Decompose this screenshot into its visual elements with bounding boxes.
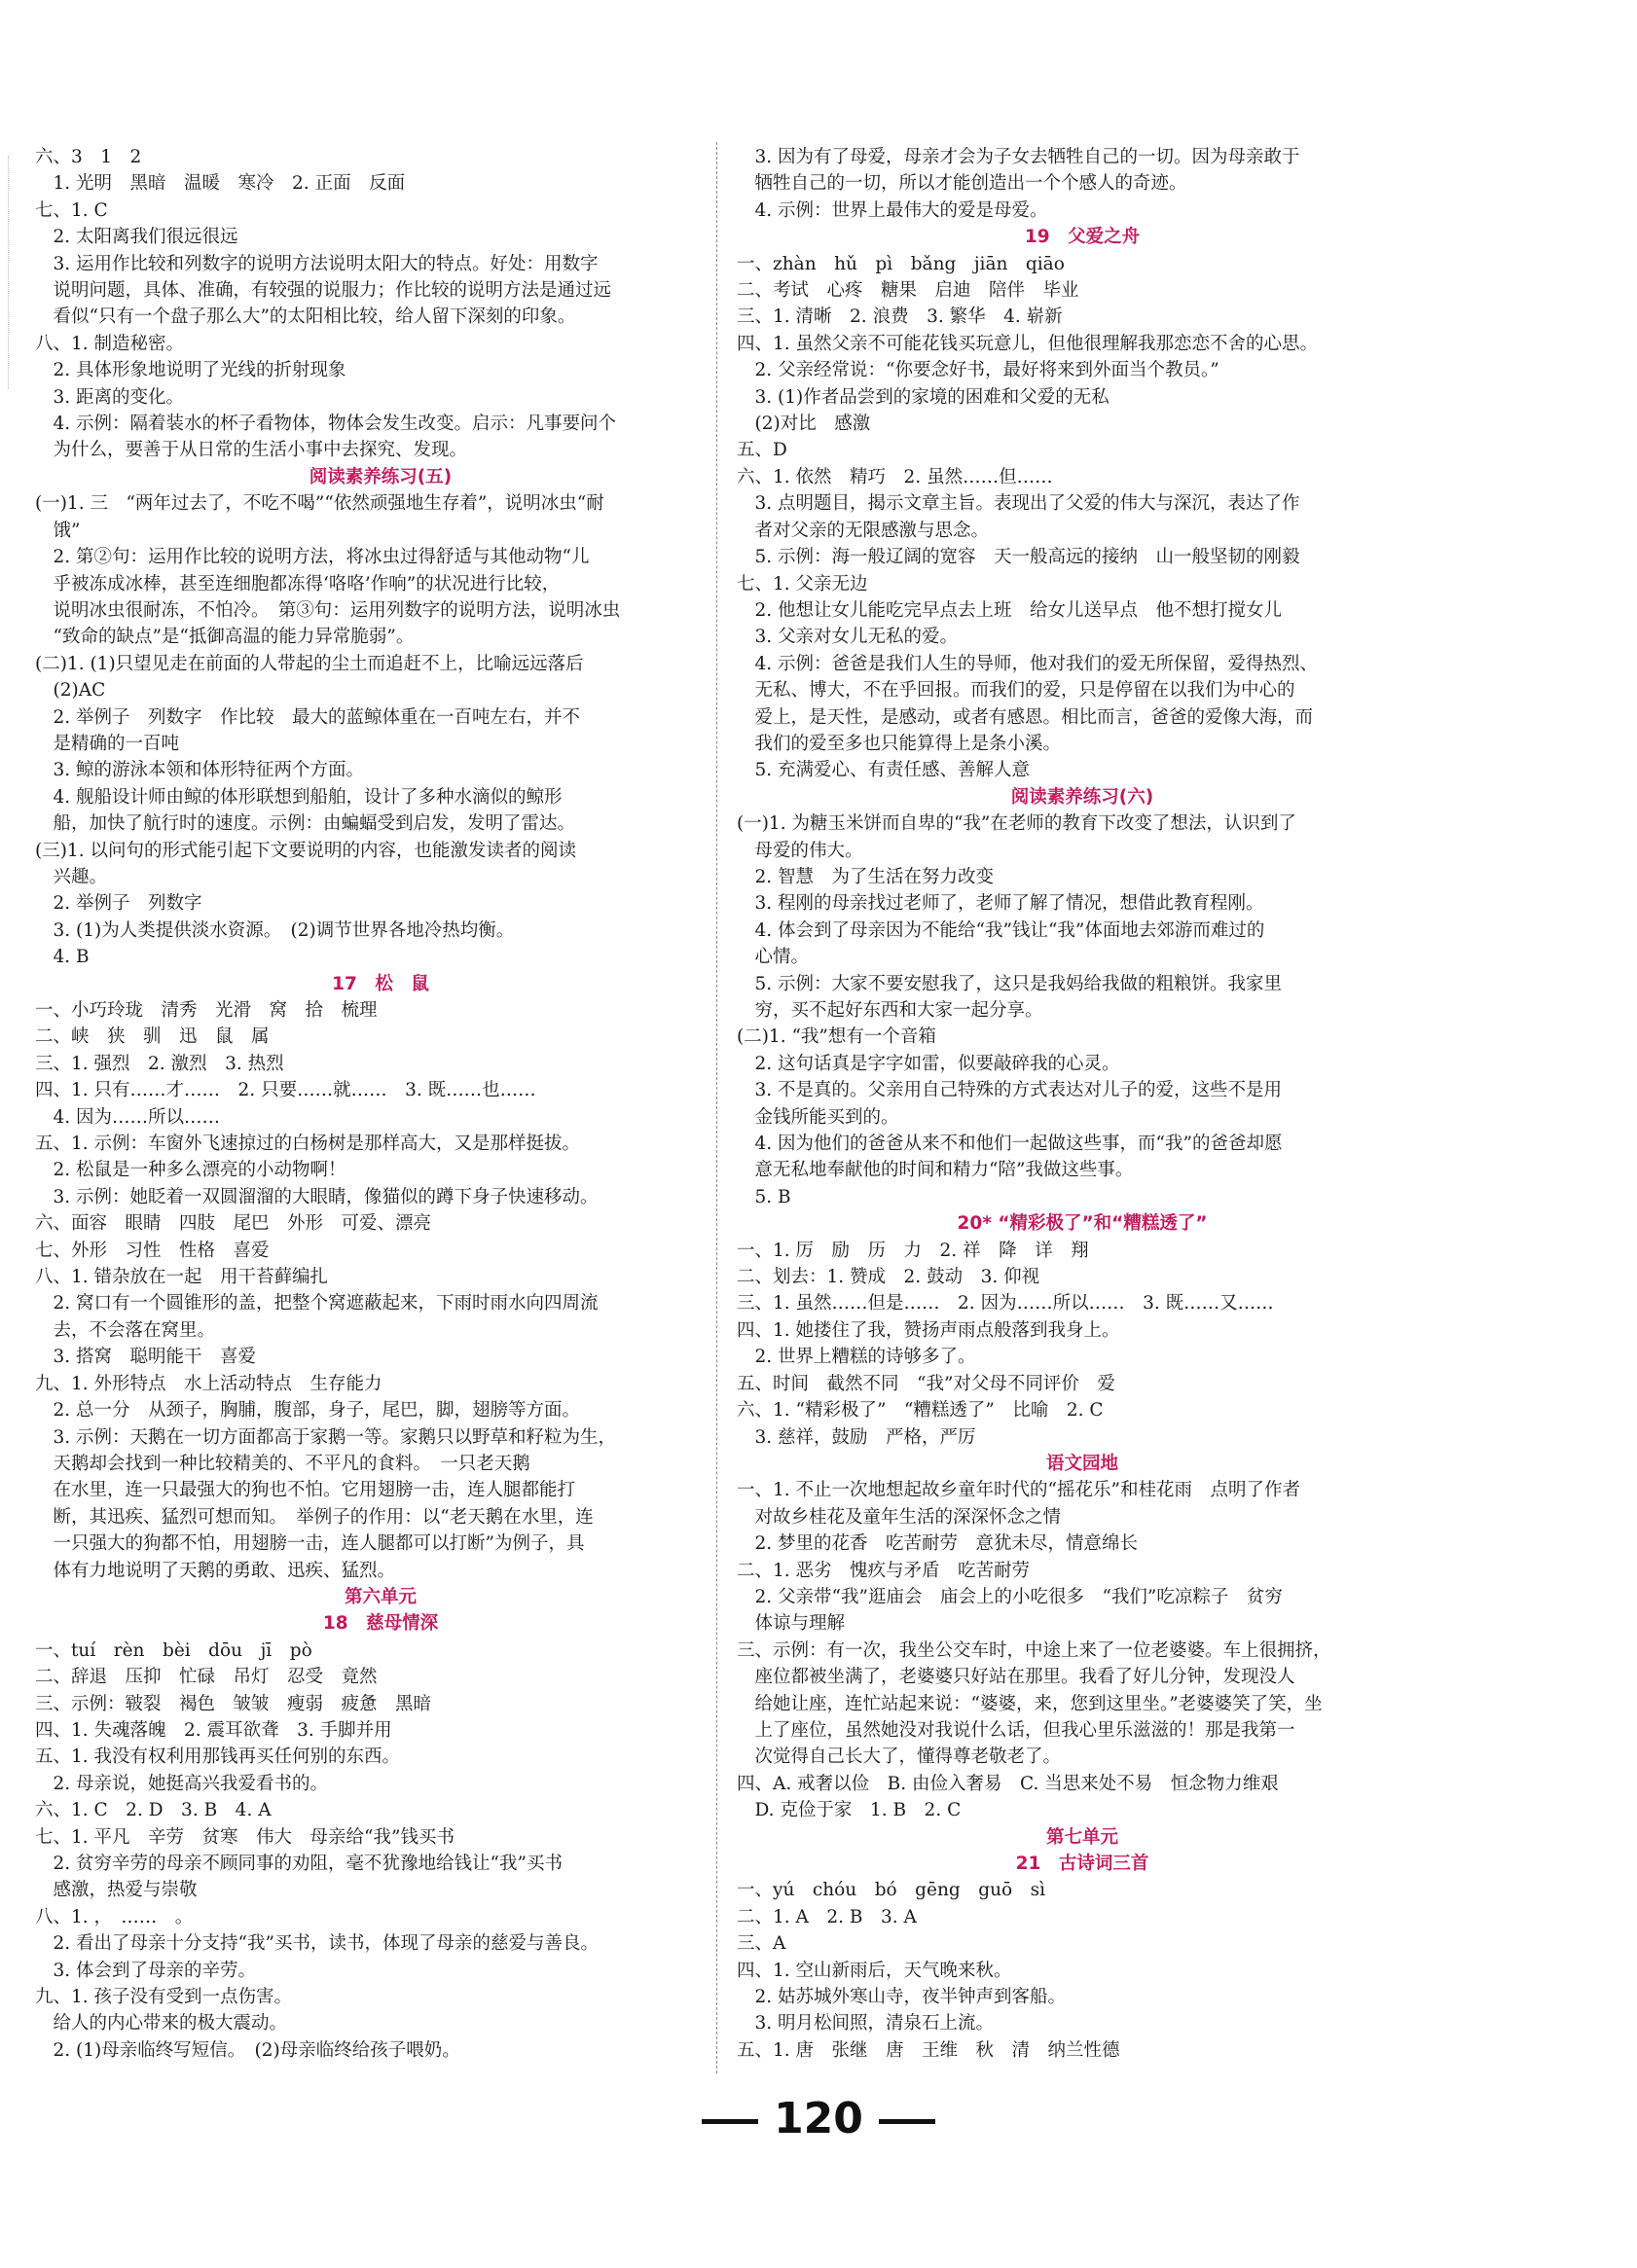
answer-line: 心情。 [737,947,810,968]
answer-line: “致命的缺点”是“抵御高温的能力异常脆弱”。 [35,627,415,648]
answer-line: (一)1. 为糖玉米饼而自卑的“我”在老师的教育下改变了想法，认识到了 [737,813,1296,835]
answer-line: 2. 具体形象地说明了光线的折射现象 [35,360,346,381]
answer-line: 2. 贫穷辛劳的母亲不顾同事的劝阻，毫不犹豫地给钱让“我”买书 [35,1854,563,1874]
answer-line: 九、1. 外形特点 水上活动特点 生存能力 [35,1373,382,1394]
answer-line: 2. 第②句：运用作比较的说明方法，将冰虫过得舒适与其他动物“儿 [35,547,590,568]
answer-line: 兴趣。 [35,866,108,887]
answer-line: (2)AC [35,680,106,702]
answer-line: 3. 父亲对女儿无私的爱。 [737,627,959,648]
answer-line: 三、A [737,1933,786,1955]
answer-column-right [737,144,1428,2070]
answer-line: 二、划去：1. 赞成 2. 鼓动 3. 仰视 [737,1267,1040,1288]
page-number [0,2094,1637,2143]
answer-line: 3. 因为有了母爱，母亲才会为子女去牺牲自己的一切。因为母亲敢于 [737,147,1300,167]
answer-line: 三、示例：皲裂 褐色 皱皱 瘦弱 疲惫 黑暗 [35,1693,432,1714]
answer-line: 体谅与理解 [737,1613,846,1635]
answer-line: (三)1. 以问句的形式能引起下文要说明的内容，也能激发读者的阅读 [35,840,576,861]
answer-line: 3. (1)作者品尝到的家境的困难和父爱的无私 [737,386,1110,408]
answer-line: 断，其迅疾、猛烈可想而知。 举例子的作用：以“老天鹅在水里，连 [35,1506,594,1528]
answer-line: 乎被冻成冰棒，甚至连细胞都冻得‘咯咯’作响”的状况进行比较， [35,573,561,594]
answer-line: 我们的爱至多也只能算得上是条小溪。 [737,733,1062,754]
answer-line: 六、面容 眼睛 四肢 尾巴 外形 可爱、漂亮 [35,1213,432,1235]
answer-line: 2. 举例子 列数字 作比较 最大的蓝鲸体重在一百吨左右，并不 [35,706,581,728]
answer-line: 七、1. 父亲无边 [737,573,868,594]
answer-line: 2. 姑苏城外寒山寺，夜半钟声到客船。 [737,1987,1067,2008]
answer-line: 六、1. “精彩极了” “糟糕透了” 比喻 2. C [737,1400,1104,1422]
answer-line: 意无私地奉献他的时间和精力“陪”我做这些事。 [737,1160,1134,1181]
answer-line: 5. 示例：大家不要安慰我了，这只是我妈给我做的粗粮饼。我家里 [737,973,1283,994]
answer-line: 一只强大的狗都不怕，用翅膀一击，连人腿都可以打断”为例子，具 [35,1533,585,1555]
answer-line: 2. 总一分 从颈子，胸脯，腹部，身子，尾巴，脚，翅膀等方面。 [35,1400,581,1422]
answer-line: 母爱的伟大。 [737,840,863,861]
answer-line: (二)1. “我”想有一个音箱 [737,1026,936,1048]
answer-line: 七、外形 习性 性格 喜爱 [35,1240,270,1261]
answer-line: 3. 运用作比较和列数字的说明方法说明太阳大的特点。好处：用数字 [35,253,599,274]
section-heading: 21 古诗词三首 [1015,1854,1149,1874]
answer-line: 3. 搭窝 聪明能干 喜爱 [35,1347,257,1368]
answer-line: 说明冰虫很耐冻，不怕冷。 第③句：运用列数字的说明方法，说明冰虫 [35,599,621,621]
answer-line: 3. 不是真的。父亲用自己特殊的方式表达对儿子的爱，这些不是用 [737,1080,1283,1101]
answer-line: D. 克俭于家 1. B 2. C [737,1800,962,1821]
answer-line: 二、考试 心疼 糖果 启迪 陪伴 毕业 [737,280,1079,302]
answer-line: 一、zhàn hǔ pì bǎng jiān qiāo [737,253,1065,274]
answer-line: 六、1. 依然 精巧 2. 虽然……但…… [737,466,1053,487]
answer-line: 1. 光明 黑暗 温暖 寒冷 2. 正面 反面 [35,173,406,195]
answer-line: 去，不会落在窝里。 [35,1319,216,1341]
answer-line: 二、峡 狭 驯 迅 鼠 属 [35,1026,270,1048]
answer-line: 3. (1)为人类提供淡水资源。 (2)调节世界各地冷热均衡。 [35,919,515,941]
page-number-dash-left [702,2119,758,2124]
answer-line: 四、A. 戒奢以俭 B. 由俭入奢易 C. 当思来处不易 恒念物力维艰 [737,1773,1279,1794]
answer-line: 2. 他想让女儿能吃完早点去上班 给女儿送早点 他不想打搅女儿 [737,599,1283,621]
answer-line: 5. 充满爱心、有责任感、善解人意 [737,760,1031,781]
answer-line: 4. 因为他们的爸爸从来不和他们一起做这些事，而“我”的爸爸却愿 [737,1134,1283,1155]
answer-line: 三、1. 虽然……但是…… 2. 因为……所以…… 3. 既……又…… [737,1293,1274,1314]
answer-line: 2. (1)母亲临终写短信。 (2)母亲临终给孩子喂奶。 [35,2039,460,2061]
answer-line: 八、1. 错杂放在一起 用干苔藓编扎 [35,1267,329,1288]
answer-line: 八、1. 制造秘密。 [35,333,185,354]
answer-line: 2. 太阳离我们很远很远 [35,227,238,248]
answer-line: 六、1. C 2. D 3. B 4. A [35,1800,272,1821]
answer-line: 无私、博大，不在乎回报。而我们的爱，只是停留在以我们为中心的 [737,680,1295,702]
answer-line: 八、1. ， …… 。 [35,1906,194,1927]
answer-line: 五、1. 示例：车窗外飞速掠过的白杨树是那样高大，又是那样挺拔。 [35,1134,581,1155]
answer-line: 体有力地说明了天鹅的勇敢、迅疾、猛烈。 [35,1560,396,1581]
answer-line: 5. B [737,1186,791,1207]
section-heading: 语文园地 [1045,1453,1118,1474]
answer-line: 2. 母亲说，她挺高兴我爱看书的。 [35,1773,329,1794]
answer-line: 2. 松鼠是一种多么漂亮的小动物啊！ [35,1160,346,1181]
binding-margin [8,156,13,389]
answer-line: 4. 舰船设计师由鲸的体形联想到船舶，设计了多种水滴似的鲸形 [35,786,563,808]
answer-line: 爱上，是天性，是感动，或者有感恩。相比而言，爸爸的爱像大海，而 [737,706,1314,728]
answer-line: 五、1. 我没有权利用那钱再买任何别的东西。 [35,1746,401,1768]
page-number-text: 120 [774,2094,863,2143]
section-heading: 阅读素养练习(五) [309,466,453,487]
section-heading: 19 父爱之舟 [1024,227,1141,248]
answer-line: 5. 示例：海一般辽阔的宽容 天一般高远的接纳 山一般坚韧的刚毅 [737,547,1300,568]
answer-line: 九、1. 孩子没有受到一点伤害。 [35,1987,293,2008]
answer-line: 座位都被坐满了，老婆婆只好站在那里。我看了好儿分钟，发现没人 [737,1667,1295,1688]
answer-line: 2. 这句话真是字字如雷，似要敲碎我的心灵。 [737,1053,1120,1074]
answer-line: 4. 示例：世界上最伟大的爱是母爱。 [737,199,1048,221]
answer-column-left [35,144,726,2070]
answer-line: 3. 示例：天鹅在一切方面都高于家鹅一等。家鹅只以野草和籽粒为生， [35,1426,617,1448]
answer-line: 三、1. 清晰 2. 浪费 3. 繁华 4. 崭新 [737,306,1063,328]
answer-line: 看似“只有一个盘子那么大”的太阳相比较，给人留下深刻的印象。 [35,306,576,328]
answer-line: 二、1. A 2. B 3. A [737,1906,917,1927]
answer-line: 船，加快了航行时的速度。示例：由蝙蝠受到启发，发明了雷达。 [35,813,576,835]
section-heading: 17 松 鼠 [332,973,429,994]
answer-line: 感激，热爱与崇敬 [35,1880,198,1901]
answer-line: 牺牲自己的一切，所以才能创造出一个个感人的奇迹。 [737,173,1187,195]
answer-line: 2. 智慧 为了生活在努力改变 [737,866,995,887]
answer-line: 七、1. 平凡 辛劳 贫寒 伟大 母亲给“我”钱买书 [35,1826,455,1848]
answer-line: 2. 窝口有一个圆锥形的盖，把整个窝遮蔽起来，下雨时雨水向四周流 [35,1293,599,1314]
section-heading: 阅读素养练习(六) [1010,786,1154,808]
answer-line: 者对父亲的无限感激与思念。 [737,520,990,541]
answer-line: 六、3 1 2 [35,147,142,167]
answer-line: 一、yú chóu bó gēng guō sì [737,1880,1046,1901]
answer-line: 一、tuí rèn bèi dōu jī pò [35,1639,312,1661]
section-heading: 第七单元 [1045,1826,1118,1848]
answer-line: 3. 鲸的游泳本领和体形特征两个方面。 [35,760,365,781]
answer-line: 对故乡桂花及童年生活的深深怀念之情 [737,1506,1062,1528]
answer-line: 3. 体会到了母亲的辛劳。 [35,1960,257,1981]
answer-line: 四、1. 只有……才…… 2. 只要……就…… 3. 既……也…… [35,1080,536,1101]
answer-line: 四、1. 虽然父亲不可能花钱买玩意儿，但他很理解我那恋恋不舍的心思。 [737,333,1319,354]
answer-line: 五、1. 唐 张继 唐 王维 秋 清 纳兰性德 [737,2039,1120,2061]
answer-line: 七、1. C [35,199,108,221]
section-heading: 18 慈母情深 [322,1613,439,1635]
answer-line: 3. 点明题目，揭示文章主旨。表现出了父爱的伟大与深沉，表达了作 [737,493,1300,515]
answer-line: 在水里，连一只最强大的狗也不怕。它用翅膀一击，连人腿都能打 [35,1480,576,1501]
answer-line: 三、1. 强烈 2. 激烈 3. 热烈 [35,1053,284,1074]
answer-line: 一、小巧玲珑 清秀 光滑 窝 拾 梳理 [35,1000,378,1021]
answer-line: 二、辞退 压抑 忙碌 吊灯 忍受 竟然 [35,1667,378,1688]
answer-line: 金钱所能买到的。 [737,1106,899,1128]
answer-line: 4. 示例：爸爸是我们人生的导师，他对我们的爱无所保留，爱得热烈、 [737,653,1319,674]
answer-line: 3. 程刚的母亲找过老师了，老师了解了情况，想借此教育程刚。 [737,893,1264,915]
answer-line: 3. 示例：她眨着一双圆溜溜的大眼睛，像猫似的蹲下身子快速移动。 [35,1186,599,1207]
answer-line: 给人的内心带来的极大震动。 [35,2013,288,2034]
answer-line: 4. 示例：隔着装水的杯子看物体，物体会发生改变。启示：凡事要问个 [35,414,617,435]
answer-line: 2. 父亲经常说：“你要念好书，最好将来到外面当个教员。” [737,360,1219,381]
answer-line: 2. 世界上糟糕的诗够多了。 [737,1347,976,1368]
answer-line: 为什么，要善于从日常的生活小事中去探究、发现。 [35,440,468,461]
answer-line: 说明问题，具体、准确，有较强的说服力；作比较的说明方法是通过远 [35,280,612,302]
answer-line: 是精确的一百吨 [35,733,180,754]
answer-line: 4. 体会到了母亲因为不能给“我”钱让“我”体面地去郊游而难过的 [737,919,1265,941]
answer-line: 二、1. 恶劣 愧疚与矛盾 吃苦耐劳 [737,1560,1031,1581]
answer-line: 4. B [35,947,90,968]
answer-line: 五、D [737,440,787,461]
answer-line: 四、1. 她搂住了我，赞扬声雨点般落到我身上。 [737,1319,1120,1341]
answer-line: 3. 距离的变化。 [35,386,185,408]
answer-line: 2. 梦里的花香 吃苦耐劳 意犹未尽，情意绵长 [737,1533,1139,1555]
answer-line: (二)1. (1)只望见走在前面的人带起的尘土而追赶不上，比喻远远落后 [35,653,584,674]
answer-line: 上了座位，虽然她没对我说什么话，但我心里乐滋滋的！那是我第一 [737,1719,1295,1741]
answer-line: 4. 因为……所以…… [35,1106,221,1128]
answer-line: 一、1. 厉 励 历 力 2. 祥 降 详 翔 [737,1240,1089,1261]
section-heading: 第六单元 [344,1586,417,1607]
answer-line: 穷，买不起好东西和大家一起分享。 [737,1000,1043,1021]
answer-line: 四、1. 失魂落魄 2. 震耳欲聋 3. 手脚并用 [35,1719,392,1741]
answer-line: 四、1. 空山新雨后，天气晚来秋。 [737,1960,1012,1981]
column-divider [716,142,717,2073]
answer-line: 次觉得自己长大了，懂得尊老敬老了。 [737,1746,1062,1768]
answer-line: 三、示例：有一次，我坐公交车时，中途上来了一位老婆婆。车上很拥挤， [737,1639,1331,1661]
page-number-dash-right [879,2119,935,2124]
answer-line: 饿” [35,520,81,541]
answer-line: 天鹅却会找到一种比较精美的、不平凡的食料。 一只老天鹅 [35,1453,530,1474]
answer-line: 2. 看出了母亲十分支持“我”买书，读书，体现了母亲的慈爱与善良。 [35,1933,599,1955]
answer-line: (2)对比 感激 [737,414,871,435]
answer-line: (一)1. 三 “两年过去了，不吃不喝”“依然顽强地生存着”，说明冰虫“耐 [35,493,604,515]
answer-line: 3. 慈祥，鼓励 严格，严厉 [737,1426,976,1448]
section-heading: 20* “精彩极了”和“糟糕透了” [957,1213,1208,1235]
answer-line: 给她让座，连忙站起来说：“婆婆，来，您到这里坐。”老婆婆笑了笑，坐 [737,1693,1323,1714]
answer-line: 一、1. 不止一次地想起故乡童年时代的“摇花乐”和桂花雨 点明了作者 [737,1480,1300,1501]
answer-line: 五、时间 截然不同 “我”对父母不同评价 爱 [737,1373,1115,1394]
answer-line: 3. 明月松间照，清泉石上流。 [737,2013,995,2034]
answer-line: 2. 举例子 列数字 [35,893,202,915]
answer-line: 2. 父亲带“我”逛庙会 庙会上的小吃很多 “我们”吃凉粽子 贫穷 [737,1586,1283,1607]
